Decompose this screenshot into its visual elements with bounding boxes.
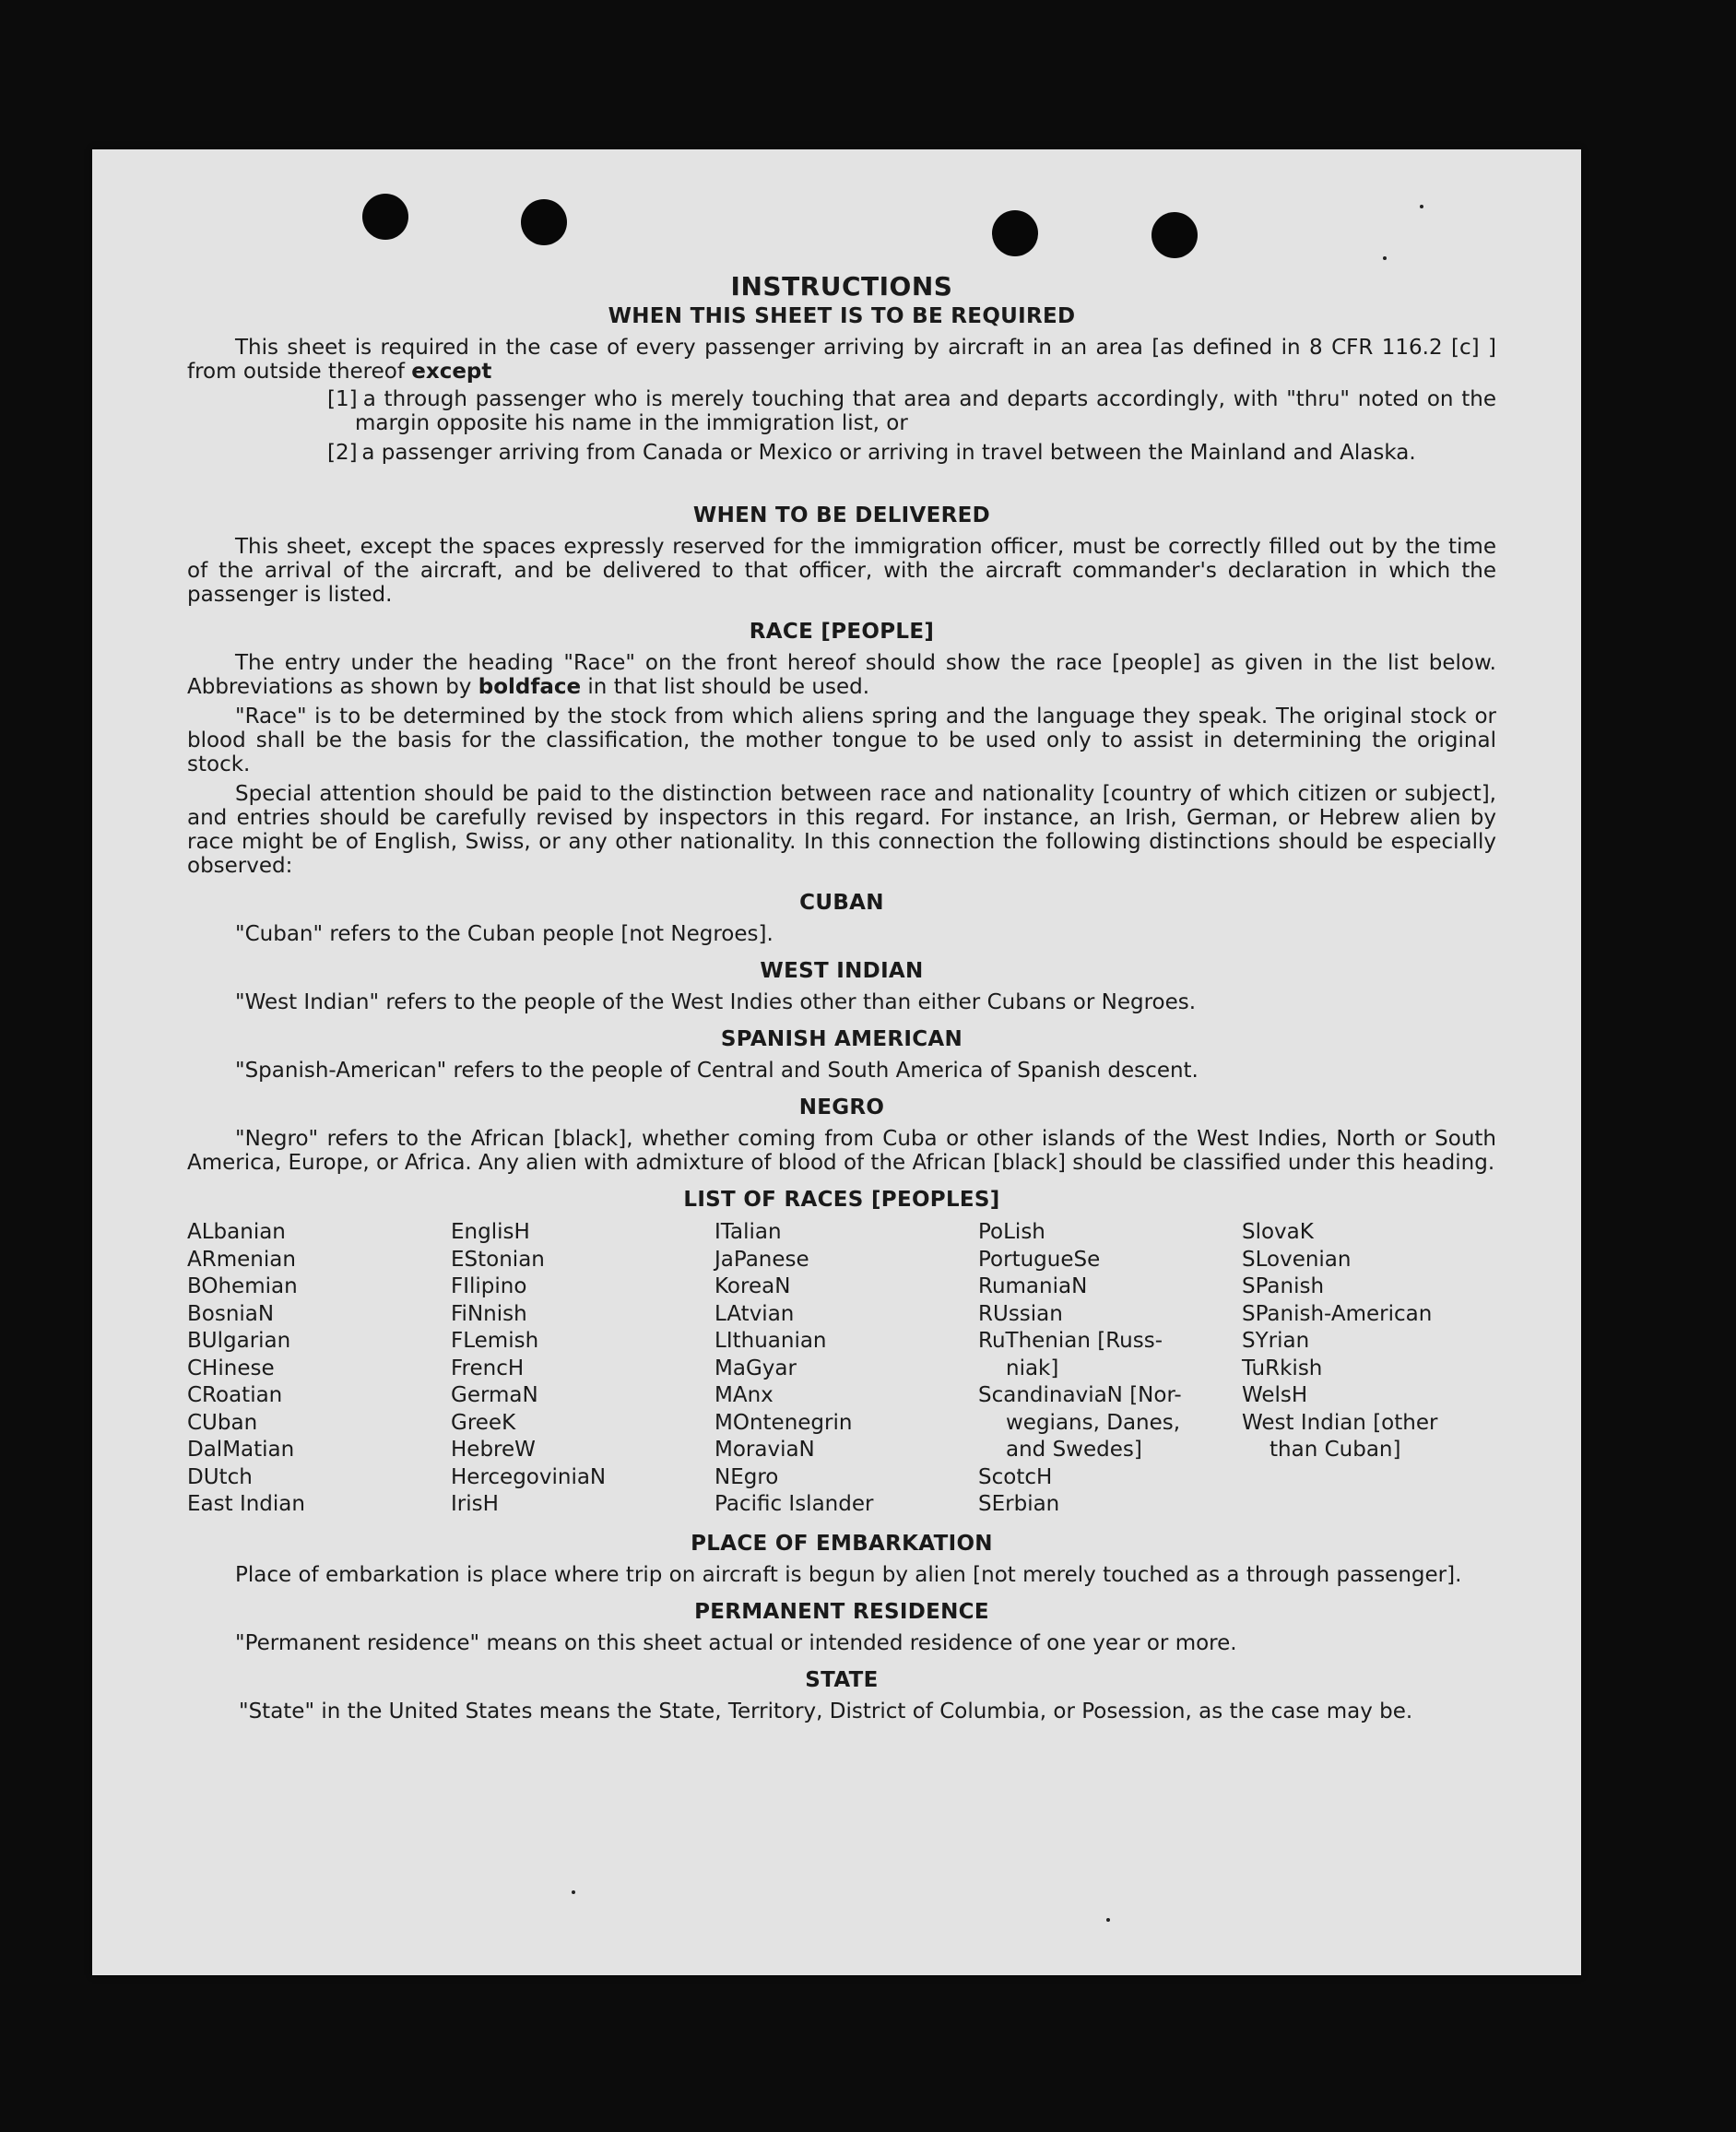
required-intro-text: This sheet is required in the case of every passenger arriving by aircraft in an area [as defined in 8 CFR 116.2 [c] ] from outside thereof <box>187 336 1496 384</box>
page-title: INSTRUCTIONS <box>730 271 953 302</box>
race-item: than Cuban] <box>1270 1438 1401 1462</box>
delivered-text: This sheet, except the spaces expressly reserved for the immigration officer, must be correctly filled out by the time of the arrival of the aircraft, and be delivered to that officer, with the aircraft commander's declaration in which the passenger is listed. <box>187 535 1496 607</box>
race-item: FrencH <box>451 1356 525 1380</box>
except-word: except <box>411 360 492 384</box>
race-item: NEgro <box>714 1464 779 1489</box>
race-item: MOntenegrin <box>714 1410 853 1435</box>
race-item: CHinese <box>187 1356 275 1380</box>
race-list <box>187 1219 1496 1519</box>
race-column <box>187 1219 442 1519</box>
punch-hole <box>362 194 408 240</box>
west-indian-text: "West Indian" refers to the people of the West Indies other than either Cubans or Negroes. <box>235 990 1197 1014</box>
race-column <box>978 1219 1233 1519</box>
race-item: ScandinaviaN [Nor- <box>978 1383 1182 1407</box>
race-item: PortugueSe <box>978 1247 1101 1272</box>
race-item: SlovaK <box>1242 1220 1314 1244</box>
section-heading: RACE [PEOPLE] <box>749 620 935 644</box>
race-item: SErbian <box>978 1492 1060 1516</box>
race-item: SPanish <box>1242 1274 1325 1298</box>
race-item: GermaN <box>451 1383 538 1407</box>
race-item: ITalian <box>714 1220 782 1244</box>
punch-hole <box>992 210 1038 256</box>
spanish-american-text: "Spanish-American" refers to the people of Central and South America of Spanish descent. <box>235 1059 1199 1083</box>
punch-hole <box>521 199 567 245</box>
section-heading: LIST OF RACES [PEOPLES] <box>683 1188 1000 1212</box>
section-heading: WEST INDIAN <box>760 959 924 983</box>
race-column <box>714 1219 969 1519</box>
race-item: RumaniaN <box>978 1274 1088 1298</box>
race-item: EStonian <box>451 1247 545 1272</box>
race-item: wegians, Danes, <box>1006 1410 1181 1435</box>
race-item: WelsH <box>1242 1383 1308 1407</box>
race-item: FLemish <box>451 1329 539 1353</box>
race-item: BosniaN <box>187 1301 275 1326</box>
race-item: PoLish <box>978 1220 1045 1244</box>
race-item: ScotcH <box>978 1464 1053 1489</box>
race-item: FiNnish <box>451 1301 527 1326</box>
race-column <box>451 1219 705 1519</box>
race-item: EnglisH <box>451 1220 530 1244</box>
race-item: MAnx <box>714 1383 774 1407</box>
exception-item <box>187 387 1496 435</box>
race-item: ARmenian <box>187 1247 296 1272</box>
race-item: BUlgarian <box>187 1329 291 1353</box>
race-p1-before: The entry under the heading "Race" on the front hereof should show the race [people] as given in the list below. Abbreviations as shown by <box>187 651 1496 699</box>
section-heading: STATE <box>805 1667 879 1692</box>
race-paragraph: Special attention should be paid to the distinction between race and nationality [country of which citizen or subject], and entries should be carefully revised by inspectors in this regard. For instance, an Irish, German, or Hebrew alien by race might be of English, Swiss, or any other nationality. In this connection the following distinctions should be especially observed: <box>187 782 1496 878</box>
cuban-text: "Cuban" refers to the Cuban people [not Negroes]. <box>235 922 774 946</box>
item-text: a passenger arriving from Canada or Mexico or arriving in travel between the Mainland and Alaska. <box>361 441 1416 465</box>
section-heading: SPANISH AMERICAN <box>720 1027 963 1051</box>
race-item: SLovenian <box>1242 1247 1352 1272</box>
race-column <box>1242 1219 1496 1519</box>
race-item: Pacific Islander <box>714 1492 874 1516</box>
race-item: SYrian <box>1242 1329 1310 1353</box>
state-text: "State" in the United States means the State, Territory, District of Columbia, or Posession, as the case may be. <box>239 1699 1413 1723</box>
document-sheet <box>92 149 1581 1975</box>
instructions-content <box>187 271 1496 1723</box>
race-item: West Indian [other <box>1242 1410 1438 1435</box>
race-item: KoreaN <box>714 1274 791 1298</box>
race-item: LIthuanian <box>714 1329 827 1353</box>
boldface-word: boldface <box>478 675 582 699</box>
embarkation-text: Place of embarkation is place where trip on aircraft is begun by alien [not merely touched as a through passenger]. <box>235 1562 1462 1587</box>
race-item: BOhemian <box>187 1274 298 1298</box>
race-item: RuThenian [Russ- <box>978 1329 1163 1353</box>
race-item: GreeK <box>451 1410 516 1435</box>
race-item: CRoatian <box>187 1383 283 1407</box>
punch-hole <box>1151 212 1198 258</box>
race-item: DUtch <box>187 1464 253 1489</box>
exception-item <box>187 441 1496 465</box>
race-item: CUban <box>187 1410 258 1435</box>
race-item: IrisH <box>451 1492 499 1516</box>
race-item: HebreW <box>451 1438 536 1462</box>
section-heading: WHEN TO BE DELIVERED <box>692 503 991 527</box>
residence-text: "Permanent residence" means on this sheet actual or intended residence of one year or more. <box>235 1630 1237 1655</box>
race-item: HercegoviniaN <box>451 1464 607 1489</box>
negro-text: "Negro" refers to the African [black], whether coming from Cuba or other islands of the West Indies, North or South America, Europe, or Africa. Any alien with admixture of blood of the African [black] should be classified under this heading. <box>187 1127 1496 1175</box>
race-item: RUssian <box>978 1301 1063 1326</box>
race-item: LAtvian <box>714 1301 795 1326</box>
item-label: [2] <box>327 441 358 465</box>
race-item: TuRkish <box>1242 1356 1323 1380</box>
race-p1-after: in that list should be used. <box>587 675 870 699</box>
speck <box>572 1890 575 1894</box>
race-item: MaGyar <box>714 1356 797 1380</box>
race-item: East Indian <box>187 1492 305 1516</box>
race-item: FIlipino <box>451 1274 527 1298</box>
race-item: JaPanese <box>714 1247 809 1272</box>
item-label: [1] <box>327 387 358 411</box>
race-item: DalMatian <box>187 1438 295 1462</box>
section-heading: PERMANENT RESIDENCE <box>694 1599 989 1624</box>
section-heading: CUBAN <box>799 891 884 915</box>
race-paragraph: "Race" is to be determined by the stock from which aliens spring and the language they speak. The original stock or blood shall be the basis for the classification, the mother tongue to be used only to assist in determining the original stock. <box>187 705 1496 776</box>
speck <box>1106 1918 1110 1922</box>
section-heading: PLACE OF EMBARKATION <box>691 1531 993 1556</box>
speck <box>1383 256 1387 260</box>
item-text: a through passenger who is merely touching that area and departs accordingly, with "thru" noted on the margin opposite his name in the immigration list, or <box>355 387 1496 435</box>
speck <box>1420 205 1423 208</box>
required-intro <box>187 336 1496 384</box>
race-item: ALbanian <box>187 1220 286 1244</box>
race-item: MoraviaN <box>714 1438 815 1462</box>
section-heading: NEGRO <box>798 1096 885 1119</box>
race-paragraph <box>187 651 1496 699</box>
race-item: niak] <box>1006 1356 1059 1380</box>
race-item: and Swedes] <box>1006 1438 1142 1462</box>
section-heading: WHEN THIS SHEET IS TO BE REQUIRED <box>608 304 1076 328</box>
race-item: SPanish-American <box>1242 1301 1433 1326</box>
